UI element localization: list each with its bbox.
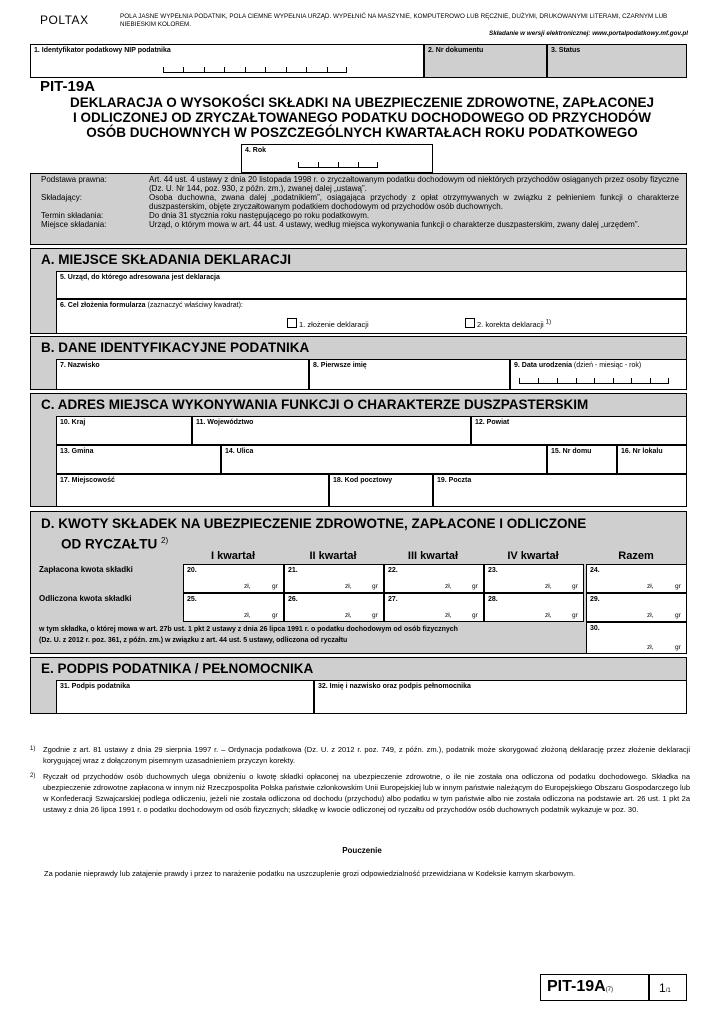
tax-office-field[interactable]	[56, 271, 687, 299]
section-d-title	[41, 515, 586, 553]
option-correction[interactable]	[465, 318, 551, 329]
field-24-label: 24.	[590, 567, 600, 574]
electronic-filing-note: Składanie w wersji elektronicznej: www.portalpodatkowy.mf.gov.pl	[489, 30, 688, 37]
birth-date-hint: (dzień - miesiąc - rok)	[573, 362, 642, 369]
row-paid-label: Zapłacona kwota składki	[39, 565, 133, 574]
pouczenie-title: Pouczenie	[342, 846, 382, 855]
unit-zl: zł,	[545, 612, 552, 619]
post-office-field[interactable]	[433, 474, 687, 507]
footnote-1-number: 1)	[30, 746, 36, 752]
footnote-2	[30, 771, 690, 814]
country-field[interactable]	[56, 416, 192, 445]
legal-key-3: Termin składania:	[41, 211, 104, 220]
legal-value-2: Osoba duchowna, zwana dalej „podatnikiem”, osiągająca przychody z opłat otrzymywanych w związku z pełnieniem funkcji o charakterze duszpasterskim, objęte zryczałtowanym podatkiem dochodowym od przychodów osób duchownych.	[149, 193, 679, 211]
form-purpose-field	[56, 299, 687, 334]
field-24[interactable]	[586, 564, 687, 593]
footer-version: (7)	[605, 987, 614, 993]
field-29[interactable]	[586, 593, 687, 622]
unit-zl: zł,	[647, 644, 654, 651]
form-purpose-label	[57, 300, 686, 311]
footer-page	[659, 981, 671, 995]
city-label: 17. Miejscowość	[60, 477, 115, 484]
footer-form-code-text: PIT-19A	[547, 978, 606, 995]
post-office-label: 19. Poczta	[437, 477, 472, 484]
field-25-label: 25.	[187, 596, 197, 603]
birth-date-label	[511, 360, 686, 371]
postal-code-label: 18. Kod pocztowy	[333, 477, 393, 484]
form-title-line1: DEKLARACJA O WYSOKOŚCI SKŁADKI NA UBEZPIECZENIE ZDROWOTNE, ZAPŁACONEJ	[69, 95, 655, 110]
row-abroad-text-line2: (Dz. U. z 2012 r. poz. 361, z późn. zm.) w związku z art. 44 ust. 5 ustawy, odliczona od ryczałtu	[39, 637, 348, 644]
proxy-signature-field[interactable]	[314, 680, 687, 714]
field-20[interactable]	[183, 564, 284, 593]
first-name-label: 8. Pierwsze imię	[313, 362, 367, 369]
form-code: PIT-19A	[40, 78, 96, 95]
house-number-field[interactable]	[547, 445, 617, 474]
document-number-label: 2. Nr dokumentu	[428, 47, 484, 54]
surname-field[interactable]	[56, 359, 309, 390]
unit-gr: gr	[675, 644, 681, 651]
col-total: Razem	[618, 550, 654, 562]
poltax-label: POLTAX	[40, 13, 89, 27]
taxpayer-signature-label: 31. Podpis podatnika	[60, 683, 131, 690]
section-d-title-line2-text: OD RYCZAŁTU	[61, 536, 158, 552]
year-comb	[298, 162, 378, 168]
province-field[interactable]	[192, 416, 471, 445]
field-21[interactable]	[284, 564, 384, 593]
field-27-label: 27.	[388, 596, 398, 603]
country-label: 10. Kraj	[60, 419, 86, 426]
taxpayer-signature-field[interactable]	[56, 680, 314, 714]
section-e-title: E. PODPIS PODATNIKA / PEŁNOMOCNIKA	[41, 661, 314, 676]
province-label: 11. Województwo	[196, 419, 254, 426]
apartment-number-label: 16. Nr lokalu	[621, 448, 663, 455]
status-field	[547, 44, 687, 78]
footnote-1	[30, 744, 690, 765]
footnote-1-text: Zgodnie z art. 81 ustawy z dnia 29 sierpnia 1997 r. – Ordynacja podatkowa (Dz. U. z 2012 r. poz. 749, z późn. zm.), podatnik może skorygować złożoną deklarację przez złożenie deklaracji korygującej wraz z dołączonym pisemnym uzasadnieniem przyczyn korekty.	[43, 745, 690, 765]
unit-zl: zł,	[244, 612, 251, 619]
section-e	[30, 657, 687, 714]
checkbox-correction[interactable]	[465, 318, 475, 328]
pouczenie-text: Za podanie nieprawdy lub zatajenie prawdy i przez to narażenie podatku na uszczuplenie grozi odpowiedzialność przewidziana w Kodeksie karnym skarbowym.	[44, 869, 576, 878]
field-30[interactable]	[586, 622, 687, 654]
street-label: 14. Ulica	[225, 448, 254, 455]
checkbox-submit[interactable]	[287, 318, 297, 328]
field-21-label: 21.	[288, 567, 298, 574]
house-number-label: 15. Nr domu	[551, 448, 592, 455]
birth-date-comb	[519, 378, 669, 384]
field-20-label: 20.	[187, 567, 197, 574]
commune-label: 13. Gmina	[60, 448, 94, 455]
form-purpose-hint: (zaznaczyć właściwy kwadrat):	[147, 302, 243, 309]
unit-gr: gr	[472, 612, 478, 619]
unit-zl: zł,	[647, 612, 654, 619]
county-field[interactable]	[471, 416, 687, 445]
commune-field[interactable]	[56, 445, 221, 474]
footnote-2-number: 2)	[30, 773, 36, 779]
postal-code-field[interactable]	[329, 474, 433, 507]
legal-value-3: Do dnia 31 stycznia roku następującego po roku podatkowym.	[149, 211, 370, 220]
form-title-line2: I ODLICZONEJ OD ZRYCZAŁTOWANEGO PODATKU DOCHODOWEGO OD PRZYCHODÓW	[73, 110, 651, 125]
nip-comb	[163, 67, 347, 73]
section-c	[30, 393, 687, 507]
unit-zl: zł,	[445, 612, 452, 619]
field-28-label: 28.	[488, 596, 498, 603]
birth-date-field[interactable]	[510, 359, 687, 390]
unit-zl: zł,	[345, 583, 352, 590]
field-29-label: 29.	[590, 596, 600, 603]
status-label: 3. Status	[551, 47, 581, 54]
field-25[interactable]	[183, 593, 284, 622]
unit-zl: zł,	[545, 583, 552, 590]
nip-label: 1. Identyfikator podatkowy NIP podatnika	[34, 47, 171, 54]
section-d-title-line1: D. KWOTY SKŁADEK NA UBEZPIECZENIE ZDROWOTNE, ZAPŁACONE I ODLICZONE	[41, 516, 587, 531]
nip-field[interactable]	[30, 44, 424, 78]
unit-gr: gr	[572, 583, 578, 590]
document-number-field	[424, 44, 547, 78]
col-q4: IV kwartał	[507, 550, 559, 562]
unit-gr: gr	[675, 612, 681, 619]
col-q3: III kwartał	[407, 550, 459, 562]
field-27[interactable]	[384, 593, 484, 622]
unit-gr: gr	[675, 583, 681, 590]
unit-gr: gr	[372, 583, 378, 590]
legal-key-4: Miejsce składania:	[41, 220, 107, 229]
option-submit-label: 1. złożenie deklaracji	[299, 320, 369, 329]
row-deducted-label: Odliczona kwota składki	[39, 594, 132, 603]
unit-zl: zł,	[244, 583, 251, 590]
unit-zl: zł,	[345, 612, 352, 619]
row-abroad-text	[39, 624, 579, 646]
footer-page-total: /1	[665, 988, 671, 994]
section-a	[30, 248, 687, 334]
unit-zl: zł,	[647, 583, 654, 590]
form-title	[40, 95, 684, 140]
tax-office-label: 5. Urząd, do którego adresowana jest deklaracja	[60, 274, 220, 281]
proxy-signature-label: 32. Imię i nazwisko oraz podpis pełnomocnika	[318, 683, 471, 690]
section-b	[30, 336, 687, 390]
section-a-title: A. MIEJSCE SKŁADANIA DEKLARACJI	[41, 252, 292, 267]
row-abroad-text-line1: w tym składka, o której mowa w art. 27b ust. 1 pkt 2 ustawy z dnia 26 lipca 1991 r. o podatku dochodowym od osób fizycznych	[39, 626, 458, 633]
unit-gr: gr	[272, 612, 278, 619]
section-c-title: C. ADRES MIEJSCA WYKONYWANIA FUNKCJI O CHARAKTERZE DUSZPASTERSKIM	[41, 397, 589, 412]
field-23[interactable]	[484, 564, 584, 593]
first-name-field[interactable]	[309, 359, 510, 390]
section-d	[30, 511, 687, 654]
year-field[interactable]	[241, 144, 433, 173]
legal-value-1: Art. 44 ust. 4 ustawy z dnia 20 listopada 1998 r. o zryczałtowanym podatku dochodowym od niektórych przychodów osiąganych przez osoby fizyczne (Dz. U. Nr 144, poz. 930, z późn. zm.), zwanej dalej „ustawą”.	[149, 175, 679, 193]
legal-key-1: Podstawa prawna:	[41, 175, 107, 184]
unit-gr: gr	[472, 583, 478, 590]
footer-form-code	[547, 978, 613, 996]
footnote-ref-2: 2)	[161, 536, 169, 545]
col-q1: I kwartał	[210, 550, 256, 562]
legal-value-4: Urząd, o którym mowa w art. 44 ust. 4 ustawy, według miejsca wykonywania funkcji o charakterze duszpasterskim, zwany dalej „urzędem”.	[149, 220, 640, 229]
field-26[interactable]	[284, 593, 384, 622]
surname-label: 7. Nazwisko	[60, 362, 100, 369]
option-submit[interactable]	[287, 318, 369, 329]
form-title-line3: OSÓB DUCHOWNYCH W POSZCZEGÓLNYCH KWARTAŁACH ROKU PODATKOWEGO	[86, 125, 638, 140]
field-23-label: 23.	[488, 567, 498, 574]
footnote-ref-1: 1)	[545, 319, 552, 326]
county-label: 12. Powiat	[475, 419, 510, 426]
unit-gr: gr	[572, 612, 578, 619]
fill-instructions: POLA JASNE WYPEŁNIA PODATNIK, POLA CIEMNE WYPEŁNIA URZĄD. WYPEŁNIĆ NA MASZYNIE, KOMPUTEROWO LUB RĘCZNIE, DUŻYMI, DRUKOWANYMI LITERAMI, CZARNYM LUB NIEBIESKIM KOLOREM.	[120, 13, 668, 28]
field-30-label: 30.	[590, 625, 600, 632]
street-field[interactable]	[221, 445, 547, 474]
legal-basis-block	[30, 173, 687, 245]
field-22-label: 22.	[388, 567, 398, 574]
form-purpose-label-text: 6. Cel złożenia formularza	[60, 302, 146, 309]
birth-date-label-text: 9. Data urodzenia	[514, 362, 572, 369]
unit-zl: zł,	[445, 583, 452, 590]
footer-page-box	[649, 974, 687, 1001]
footer-form-code-box	[540, 974, 649, 1001]
col-q2: II kwartał	[309, 550, 357, 562]
apartment-number-field[interactable]	[617, 445, 687, 474]
unit-gr: gr	[272, 583, 278, 590]
field-22[interactable]	[384, 564, 484, 593]
unit-gr: gr	[372, 612, 378, 619]
field-28[interactable]	[484, 593, 584, 622]
legal-key-2: Składający:	[41, 193, 82, 202]
option-correction-label: 2. korekta deklaracji	[477, 320, 544, 329]
section-b-title: B. DANE IDENTYFIKACYJNE PODATNIKA	[41, 340, 310, 355]
year-label: 4. Rok	[245, 147, 267, 154]
footer-page-number: 1	[659, 981, 666, 995]
city-field[interactable]	[56, 474, 329, 507]
footnote-2-text: Ryczałt od przychodów osób duchownych ulega obniżeniu o kwotę składki opłaconej na ubezpieczenie zdrowotne, o ile nie została ona odliczona od podatku dochodowego. Składka na ubezpieczenie zdrowotne zapłacona w innym niż Rzeczpospolita Polska państwie członkowskim Unii Europejskiej lub w innym państwie należącym do Europejskiego Obszaru Gospodarczego lub w Konfederacji Szwajcarskiej podlega odliczeniu, jeżeli nie została odliczona od dochodu (przychodu) albo podatku w tym państwie albo nie została odliczona na podstawie art. 26 ust. 1 pkt 2a ustawy z dnia 26 lipca 1991 r. o podatku dochodowym od osób fizycznych; składkę w kwocie odliczonej od ryczałtu od przychodów osób duchownych podatnik wykazuje w poz. 30.	[43, 772, 690, 814]
field-26-label: 26.	[288, 596, 298, 603]
